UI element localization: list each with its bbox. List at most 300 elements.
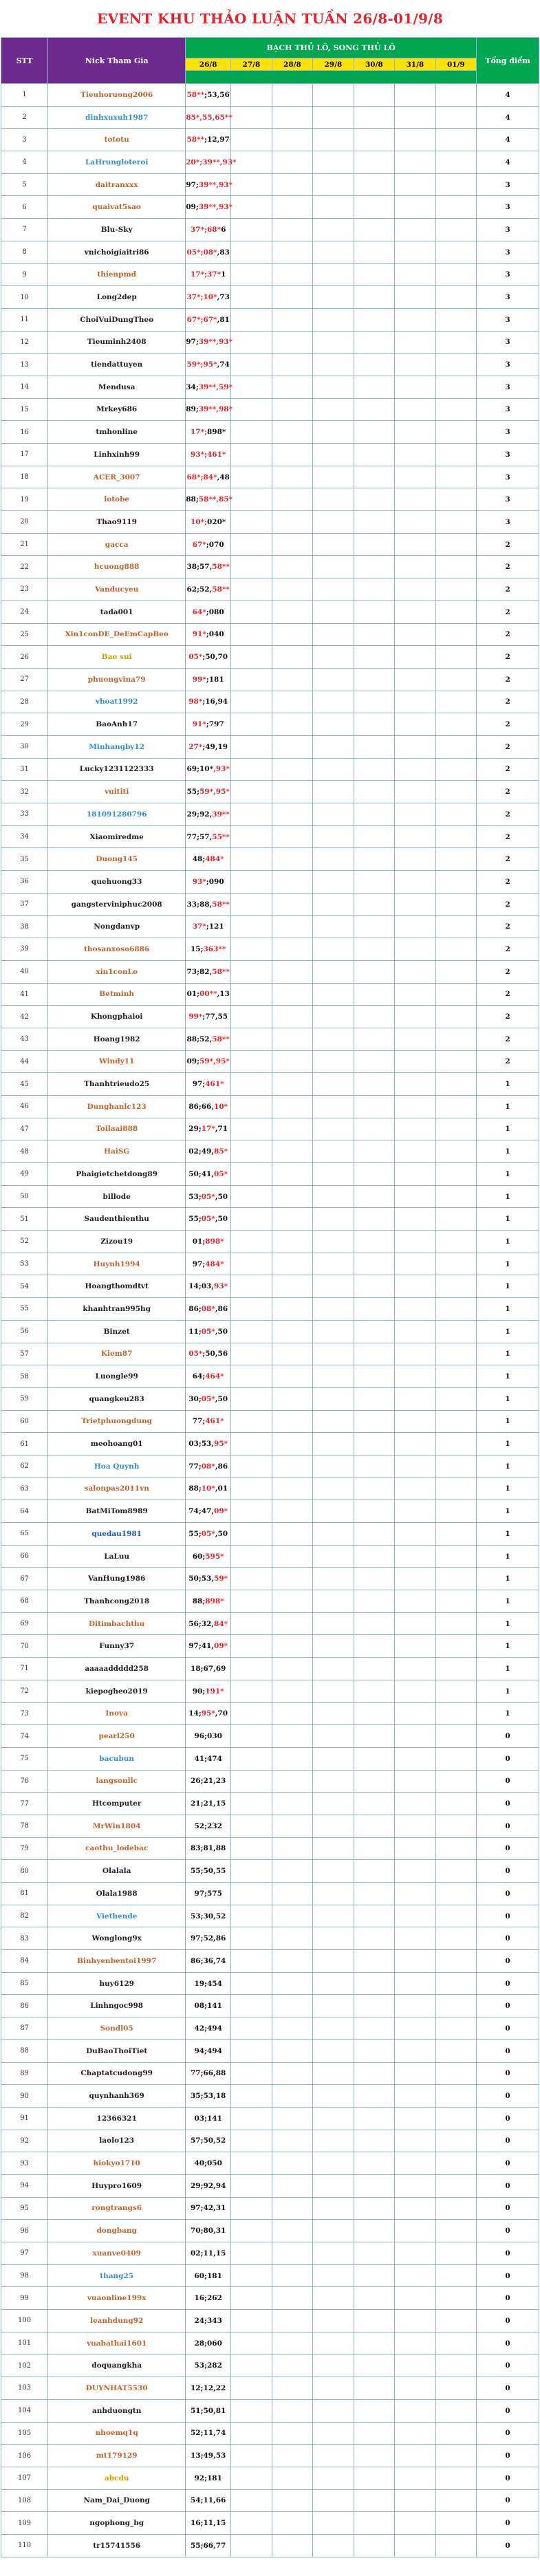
empty-day-cell bbox=[395, 916, 435, 938]
participant-nick: dinhxuxuh1987 bbox=[48, 106, 186, 129]
empty-day-cell bbox=[272, 1568, 312, 1590]
participant-nick: khanhtran995hg bbox=[48, 1298, 186, 1321]
empty-day-cell bbox=[395, 646, 435, 669]
pick-cell bbox=[186, 2467, 231, 2489]
pick-text: 09; bbox=[186, 1057, 199, 1066]
table-row bbox=[1, 219, 539, 241]
empty-day-cell bbox=[395, 1140, 435, 1163]
empty-day-cell bbox=[313, 2534, 354, 2557]
empty-day-cell bbox=[313, 1298, 354, 1321]
empty-day-cell bbox=[354, 1995, 394, 2017]
total-score: 1 bbox=[477, 1231, 539, 1253]
empty-day-cell bbox=[231, 2377, 272, 2400]
empty-day-cell bbox=[354, 2264, 394, 2287]
pick-cell bbox=[186, 1950, 231, 1973]
empty-day-cell bbox=[313, 735, 354, 758]
empty-day-cell bbox=[435, 2355, 477, 2377]
row-number: 25 bbox=[1, 623, 48, 646]
empty-day-cell bbox=[435, 1927, 477, 1950]
empty-day-cell bbox=[354, 444, 394, 466]
participant-nick: Zizou19 bbox=[48, 1231, 186, 1253]
participant-nick: tiendattuyen bbox=[48, 354, 186, 376]
pick-cell bbox=[186, 1163, 231, 1186]
empty-day-cell bbox=[313, 2220, 354, 2242]
empty-day-cell bbox=[354, 1950, 394, 1973]
pick-text: 58** bbox=[186, 136, 205, 144]
pick-text: 37* bbox=[192, 922, 206, 931]
pick-text: 09* bbox=[214, 1507, 228, 1516]
pick-cell bbox=[186, 1927, 231, 1950]
pick-text: ,73 bbox=[217, 293, 230, 302]
table-row bbox=[1, 2377, 539, 2400]
empty-day-cell bbox=[435, 803, 477, 826]
total-score: 2 bbox=[477, 893, 539, 916]
pick-cell bbox=[186, 1523, 231, 1546]
pick-text: 55; bbox=[186, 788, 199, 797]
empty-day-cell bbox=[272, 556, 312, 578]
pick-text: 99* bbox=[192, 675, 206, 684]
empty-day-cell bbox=[231, 1073, 272, 1096]
pick-text: 29; bbox=[188, 1125, 202, 1134]
total-score: 0 bbox=[477, 2512, 539, 2535]
total-score: 2 bbox=[477, 623, 539, 646]
pick-cell bbox=[186, 2399, 231, 2422]
table-row bbox=[1, 916, 539, 938]
pick-cell bbox=[186, 1410, 231, 1433]
empty-day-cell bbox=[272, 444, 312, 466]
empty-day-cell bbox=[313, 1680, 354, 1702]
empty-day-cell bbox=[272, 1140, 312, 1163]
row-number: 74 bbox=[1, 1725, 48, 1748]
total-score: 0 bbox=[477, 1860, 539, 1883]
empty-day-cell bbox=[354, 1747, 394, 1770]
pick-text: 41;474 bbox=[194, 1754, 222, 1763]
participant-nick: vuaonline199x bbox=[48, 2287, 186, 2310]
empty-day-cell bbox=[395, 556, 435, 578]
empty-day-cell bbox=[231, 2017, 272, 2040]
table-row bbox=[1, 803, 539, 826]
pick-text: 60; bbox=[192, 1552, 206, 1561]
empty-day-cell bbox=[354, 600, 394, 623]
empty-day-cell bbox=[395, 331, 435, 354]
table-row bbox=[1, 1343, 539, 1365]
empty-day-cell bbox=[395, 1702, 435, 1725]
table-row bbox=[1, 1118, 539, 1140]
empty-day-cell bbox=[272, 1950, 312, 1973]
total-score: 0 bbox=[477, 1905, 539, 1927]
empty-day-cell bbox=[435, 1231, 477, 1253]
row-number: 61 bbox=[1, 1433, 48, 1455]
pick-text: 88; bbox=[186, 495, 199, 504]
empty-day-cell bbox=[272, 2107, 312, 2130]
empty-day-cell bbox=[435, 1950, 477, 1973]
pick-text: 59*,95* bbox=[199, 1057, 230, 1066]
pick-cell bbox=[186, 1590, 231, 1613]
pick-cell bbox=[186, 2220, 231, 2242]
pick-cell bbox=[186, 1680, 231, 1702]
empty-day-cell bbox=[231, 129, 272, 151]
empty-day-cell bbox=[231, 1140, 272, 1163]
empty-day-cell bbox=[231, 1163, 272, 1186]
row-number: 11 bbox=[1, 308, 48, 331]
pick-text: 05*;08* bbox=[186, 248, 217, 257]
row-number: 58 bbox=[1, 1365, 48, 1388]
total-score: 2 bbox=[477, 533, 539, 556]
total-score: 1 bbox=[477, 1275, 539, 1298]
empty-day-cell bbox=[395, 1860, 435, 1883]
table-row bbox=[1, 1680, 539, 1702]
participant-nick: daitranxxx bbox=[48, 173, 186, 196]
row-number: 21 bbox=[1, 533, 48, 556]
empty-day-cell bbox=[354, 1883, 394, 1905]
pick-cell bbox=[186, 825, 231, 848]
empty-day-cell bbox=[313, 1568, 354, 1590]
table-row bbox=[1, 2467, 539, 2489]
empty-day-cell bbox=[395, 241, 435, 263]
pick-cell bbox=[186, 129, 231, 151]
participant-nick: Minhangby12 bbox=[48, 735, 186, 758]
empty-day-cell bbox=[231, 1410, 272, 1433]
empty-day-cell bbox=[395, 1950, 435, 1973]
empty-day-cell bbox=[313, 421, 354, 444]
pick-cell bbox=[186, 354, 231, 376]
table-row bbox=[1, 1860, 539, 1883]
empty-day-cell bbox=[272, 2085, 312, 2108]
pick-text: ,13 bbox=[217, 990, 230, 999]
table-row bbox=[1, 376, 539, 398]
empty-day-cell bbox=[354, 1680, 394, 1702]
pick-text: ;12,97 bbox=[204, 136, 230, 144]
total-score: 1 bbox=[477, 1612, 539, 1635]
table-row bbox=[1, 713, 539, 736]
pick-cell bbox=[186, 1208, 231, 1231]
row-number: 34 bbox=[1, 825, 48, 848]
empty-day-cell bbox=[313, 1275, 354, 1298]
pick-cell bbox=[186, 2152, 231, 2175]
pick-text: ;16,94 bbox=[202, 697, 228, 706]
empty-day-cell bbox=[313, 2174, 354, 2197]
empty-day-cell bbox=[272, 2220, 312, 2242]
pick-text: 51;50,81 bbox=[191, 2406, 226, 2415]
total-score: 2 bbox=[477, 600, 539, 623]
total-score: 2 bbox=[477, 1050, 539, 1073]
empty-day-cell bbox=[395, 938, 435, 961]
pick-text: 05* bbox=[214, 1169, 228, 1178]
row-number: 73 bbox=[1, 1702, 48, 1725]
pick-cell bbox=[186, 871, 231, 894]
empty-day-cell bbox=[435, 2377, 477, 2400]
pick-cell bbox=[186, 1568, 231, 1590]
empty-day-cell bbox=[395, 1635, 435, 1658]
pick-text: 35;53,18 bbox=[191, 2092, 226, 2101]
total-score: 0 bbox=[477, 2107, 539, 2130]
table-row bbox=[1, 1725, 539, 1748]
pick-cell bbox=[186, 1028, 231, 1050]
participant-nick: caothu_lodebac bbox=[48, 1837, 186, 1860]
total-score: 0 bbox=[477, 2130, 539, 2152]
total-score: 2 bbox=[477, 916, 539, 938]
table-row bbox=[1, 286, 539, 309]
row-number: 9 bbox=[1, 263, 48, 286]
pick-text: 461* bbox=[205, 1080, 224, 1089]
participant-nick: Htcomputer bbox=[48, 1793, 186, 1815]
header-group: BẠCH THỦ LÔ, SONG THỦ LÔ bbox=[186, 38, 477, 58]
table-row bbox=[1, 466, 539, 488]
pick-text: 484* bbox=[205, 1259, 224, 1268]
pick-text: 18;67, bbox=[190, 1664, 216, 1673]
total-score: 0 bbox=[477, 1747, 539, 1770]
header-date: 27/8 bbox=[231, 58, 272, 71]
pick-text: 39**,93* bbox=[198, 180, 233, 189]
empty-day-cell bbox=[395, 871, 435, 894]
participant-nick: 181091280796 bbox=[48, 803, 186, 826]
pick-text: ,74 bbox=[217, 360, 230, 369]
empty-day-cell bbox=[435, 1006, 477, 1028]
header-date: 01/9 bbox=[435, 58, 477, 71]
empty-day-cell bbox=[395, 1815, 435, 1837]
empty-day-cell bbox=[395, 263, 435, 286]
pick-text: 69 bbox=[215, 1664, 226, 1673]
empty-day-cell bbox=[435, 2332, 477, 2355]
empty-day-cell bbox=[354, 2422, 394, 2445]
page-title: EVENT KHU THẢO LUẬN TUẦN 26/8-01/9/8 bbox=[96, 10, 444, 27]
empty-day-cell bbox=[231, 1860, 272, 1883]
empty-day-cell bbox=[313, 2399, 354, 2422]
pick-text: 92;181 bbox=[194, 2474, 222, 2482]
participant-nick: MrWin1804 bbox=[48, 1815, 186, 1837]
table-row bbox=[1, 2197, 539, 2220]
total-score: 1 bbox=[477, 1455, 539, 1478]
pick-text: ,81 bbox=[217, 315, 230, 324]
empty-day-cell bbox=[272, 1163, 312, 1186]
table-row bbox=[1, 2489, 539, 2512]
pick-text: 05* bbox=[201, 1529, 215, 1538]
empty-day-cell bbox=[313, 2512, 354, 2535]
pick-text: 57;50,52 bbox=[191, 2136, 226, 2145]
empty-day-cell bbox=[435, 151, 477, 174]
participant-nick: meohoang01 bbox=[48, 1433, 186, 1455]
pick-cell bbox=[186, 1095, 231, 1118]
total-score: 2 bbox=[477, 848, 539, 871]
pick-text: 48; bbox=[192, 855, 206, 864]
empty-day-cell bbox=[231, 1095, 272, 1118]
total-score: 0 bbox=[477, 2399, 539, 2422]
pick-text: 59*;95* bbox=[186, 360, 217, 369]
pick-cell bbox=[186, 713, 231, 736]
empty-day-cell bbox=[231, 444, 272, 466]
participant-nick: Mendusa bbox=[48, 376, 186, 398]
participant-nick: kiepogheo2019 bbox=[48, 1680, 186, 1702]
pick-text: 02;11,15 bbox=[191, 2249, 226, 2258]
pick-text: 50;53, bbox=[188, 1574, 215, 1583]
empty-day-cell bbox=[435, 668, 477, 691]
row-number: 106 bbox=[1, 2445, 48, 2467]
empty-day-cell bbox=[354, 398, 394, 421]
total-score: 0 bbox=[477, 2017, 539, 2040]
pick-text: 05* bbox=[188, 653, 203, 662]
empty-day-cell bbox=[272, 1231, 312, 1253]
row-number: 15 bbox=[1, 398, 48, 421]
row-number: 50 bbox=[1, 1185, 48, 1208]
empty-day-cell bbox=[272, 600, 312, 623]
header-total: Tổng điểm bbox=[477, 38, 539, 84]
empty-day-cell bbox=[313, 398, 354, 421]
empty-day-cell bbox=[313, 713, 354, 736]
pick-text: 88;52, bbox=[186, 1035, 213, 1043]
empty-day-cell bbox=[313, 1320, 354, 1343]
empty-day-cell bbox=[313, 1972, 354, 1995]
empty-day-cell bbox=[231, 354, 272, 376]
total-score: 4 bbox=[477, 129, 539, 151]
empty-day-cell bbox=[313, 556, 354, 578]
table-row bbox=[1, 2445, 539, 2467]
empty-day-cell bbox=[395, 1006, 435, 1028]
pick-cell bbox=[186, 263, 231, 286]
empty-day-cell bbox=[354, 1298, 394, 1321]
empty-day-cell bbox=[435, 1028, 477, 1050]
table-row bbox=[1, 960, 539, 983]
table-row bbox=[1, 2152, 539, 2175]
empty-day-cell bbox=[354, 578, 394, 601]
pick-cell bbox=[186, 1725, 231, 1748]
total-score: 1 bbox=[477, 1387, 539, 1410]
participant-nick: Nongdanvp bbox=[48, 916, 186, 938]
header-stt: STT bbox=[1, 38, 48, 84]
pick-text: 94;494 bbox=[194, 2046, 222, 2055]
empty-day-cell bbox=[395, 2242, 435, 2265]
pick-text: 70;80,31 bbox=[191, 2227, 226, 2236]
empty-day-cell bbox=[354, 2377, 394, 2400]
empty-day-cell bbox=[435, 1545, 477, 1568]
empty-day-cell bbox=[395, 1028, 435, 1050]
total-score: 2 bbox=[477, 960, 539, 983]
pick-text: ,71 bbox=[215, 1125, 228, 1134]
empty-day-cell bbox=[231, 781, 272, 803]
pick-cell bbox=[186, 1815, 231, 1837]
empty-day-cell bbox=[435, 1478, 477, 1500]
empty-day-cell bbox=[231, 376, 272, 398]
empty-day-cell bbox=[435, 1365, 477, 1388]
empty-day-cell bbox=[272, 376, 312, 398]
empty-day-cell bbox=[231, 668, 272, 691]
pick-cell bbox=[186, 2197, 231, 2220]
empty-day-cell bbox=[354, 1635, 394, 1658]
row-number: 79 bbox=[1, 1837, 48, 1860]
total-score: 0 bbox=[477, 1725, 539, 1748]
row-number: 47 bbox=[1, 1118, 48, 1140]
empty-day-cell bbox=[272, 1455, 312, 1478]
empty-day-cell bbox=[231, 1320, 272, 1343]
empty-day-cell bbox=[395, 1590, 435, 1613]
participant-nick: Toilaai888 bbox=[48, 1118, 186, 1140]
empty-day-cell bbox=[395, 1995, 435, 2017]
empty-day-cell bbox=[435, 646, 477, 669]
total-score: 1 bbox=[477, 1702, 539, 1725]
empty-day-cell bbox=[231, 421, 272, 444]
pick-cell bbox=[186, 691, 231, 713]
empty-day-cell bbox=[395, 2445, 435, 2467]
empty-day-cell bbox=[354, 1658, 394, 1680]
pick-text: 898* bbox=[205, 1237, 224, 1246]
row-number: 40 bbox=[1, 960, 48, 983]
total-score: 1 bbox=[477, 1500, 539, 1523]
pick-cell bbox=[186, 308, 231, 331]
empty-day-cell bbox=[354, 263, 394, 286]
pick-cell bbox=[186, 2174, 231, 2197]
header-date: 29/8 bbox=[313, 58, 354, 71]
table-row bbox=[1, 1770, 539, 1793]
total-score: 3 bbox=[477, 511, 539, 534]
pick-text: ;50,56 bbox=[202, 1350, 228, 1359]
table-row bbox=[1, 578, 539, 601]
total-score: 3 bbox=[477, 286, 539, 309]
pick-cell bbox=[186, 151, 237, 174]
table-row bbox=[1, 1073, 539, 1096]
participant-nick: thang25 bbox=[48, 2264, 186, 2287]
empty-day-cell bbox=[313, 444, 354, 466]
pick-cell bbox=[186, 398, 231, 421]
row-number: 69 bbox=[1, 1612, 48, 1635]
empty-day-cell bbox=[313, 1455, 354, 1478]
total-score: 3 bbox=[477, 444, 539, 466]
row-number: 104 bbox=[1, 2399, 48, 2422]
pick-text: 05* bbox=[201, 1327, 215, 1336]
participant-nick: leanhdung92 bbox=[48, 2310, 186, 2333]
pick-text: 10*; bbox=[190, 517, 207, 526]
empty-day-cell bbox=[395, 668, 435, 691]
row-number: 93 bbox=[1, 2152, 48, 2175]
empty-day-cell bbox=[272, 466, 312, 488]
empty-day-cell bbox=[395, 2355, 435, 2377]
empty-day-cell bbox=[272, 1095, 312, 1118]
empty-day-cell bbox=[435, 735, 477, 758]
pick-text: 88; bbox=[192, 1597, 206, 1605]
empty-day-cell bbox=[395, 533, 435, 556]
empty-day-cell bbox=[231, 84, 272, 107]
row-number: 30 bbox=[1, 735, 48, 758]
empty-day-cell bbox=[435, 219, 477, 241]
table-row bbox=[1, 2332, 539, 2355]
total-score: 3 bbox=[477, 488, 539, 511]
table-row bbox=[1, 511, 539, 534]
empty-day-cell bbox=[313, 2039, 354, 2062]
empty-day-cell bbox=[231, 2264, 272, 2287]
empty-day-cell bbox=[313, 2377, 354, 2400]
empty-day-cell bbox=[272, 1635, 312, 1658]
pick-cell bbox=[186, 1860, 231, 1883]
pick-text: 55; bbox=[188, 1529, 202, 1538]
participant-nick: tr15741556 bbox=[48, 2534, 186, 2557]
table-row bbox=[1, 1320, 539, 1343]
empty-day-cell bbox=[313, 1725, 354, 1748]
empty-day-cell bbox=[395, 1433, 435, 1455]
empty-day-cell bbox=[313, 2152, 354, 2175]
empty-day-cell bbox=[435, 398, 477, 421]
row-number: 57 bbox=[1, 1343, 48, 1365]
empty-day-cell bbox=[395, 1455, 435, 1478]
pick-cell bbox=[186, 758, 231, 781]
row-number: 5 bbox=[1, 173, 48, 196]
empty-day-cell bbox=[272, 1343, 312, 1365]
participant-nick: Olala1988 bbox=[48, 1883, 186, 1905]
empty-day-cell bbox=[435, 354, 477, 376]
pick-text: 03;141 bbox=[194, 2114, 222, 2123]
empty-day-cell bbox=[231, 1568, 272, 1590]
empty-day-cell bbox=[272, 1320, 312, 1343]
empty-day-cell bbox=[354, 2107, 394, 2130]
row-number: 60 bbox=[1, 1410, 48, 1433]
empty-day-cell bbox=[272, 2467, 312, 2489]
